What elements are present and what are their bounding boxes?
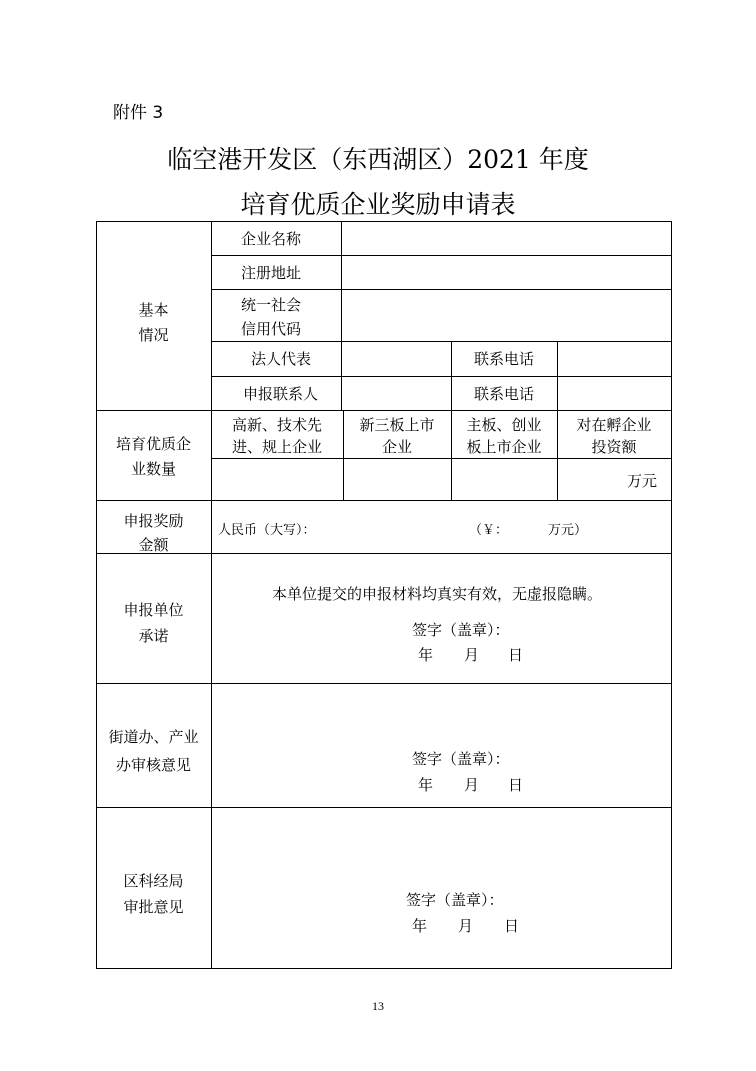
district-day: 日 <box>504 917 520 935</box>
district-sign-label: 签字（盖章）： <box>406 891 504 909</box>
attachment-label: 附件 3 <box>113 103 164 123</box>
award-rmb-label: 人民币（大写）： <box>218 523 316 538</box>
district-year: 年 <box>412 917 428 935</box>
quality-unit-wan: 万元 <box>627 472 658 490</box>
commit-year: 年 <box>418 646 434 664</box>
award-yen-label: （￥： <box>469 523 509 538</box>
quality-section-label: 培育优质企 业数量 <box>115 435 191 478</box>
quality-col-mainboard: 主板、创业 板上市企业 <box>466 416 542 456</box>
reg-address-label: 注册地址 <box>241 264 302 282</box>
applicant-label: 申报联系人 <box>243 385 319 403</box>
district-section-label: 区科经局 审批意见 <box>123 872 184 916</box>
quality-col-neeq: 新三板上市 企业 <box>359 416 435 456</box>
phone-label-2: 联系电话 <box>474 385 535 403</box>
company-name-label: 企业名称 <box>241 230 302 248</box>
commit-statement: 本单位提交的申报材料均真实有效，无虚报隐瞒。 <box>272 585 603 603</box>
title-line-2: 培育优质企业奖励申请表 <box>240 190 516 219</box>
basic-section-label: 基本 情况 <box>138 301 169 344</box>
award-wan-label: 万元） <box>548 523 588 538</box>
street-day: 日 <box>508 776 524 794</box>
street-sign-label: 签字（盖章）： <box>412 750 510 768</box>
commit-day: 日 <box>508 646 524 664</box>
award-section-label: 申报奖励 金额 <box>123 512 184 554</box>
credit-code-label: 统一社会 信用代码 <box>241 296 302 338</box>
commit-section-label: 申报单位 承诺 <box>123 601 184 645</box>
street-month: 月 <box>464 776 480 794</box>
phone-label-1: 联系电话 <box>474 350 535 368</box>
street-year: 年 <box>418 776 434 794</box>
page-number: 13 <box>372 999 384 1013</box>
district-month: 月 <box>458 917 474 935</box>
quality-col-hightech: 高新、技术先 进、规上企业 <box>231 416 322 456</box>
title-line-1: 临空港开发区（东西湖区）2021 年度 <box>167 145 589 174</box>
quality-col-incubator: 对在孵企业 投资额 <box>576 416 652 456</box>
commit-sign-label: 签字（盖章）： <box>412 621 510 639</box>
legal-rep-label: 法人代表 <box>251 350 312 368</box>
street-section-label: 街道办、产业 办审核意见 <box>108 728 199 774</box>
commit-month: 月 <box>464 646 480 664</box>
